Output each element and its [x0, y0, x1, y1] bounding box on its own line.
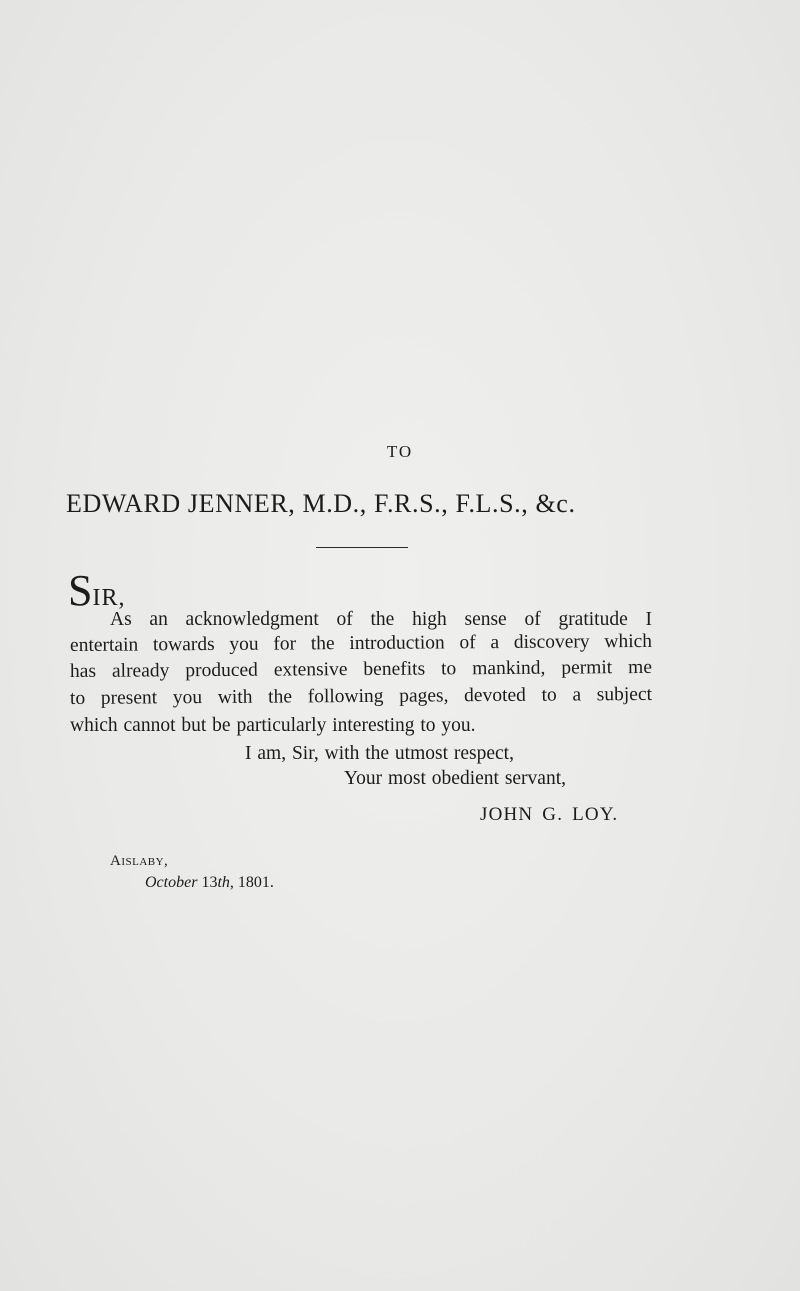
letter-line-4: to present you with the following pages, devoted to a subject [69, 683, 653, 709]
date-month: October [145, 874, 198, 891]
closing-respect: I am, Sir, with the utmost respect, [245, 743, 514, 764]
letter-line-2: entertain towards you for the introduction of a discovery which [69, 630, 653, 656]
salutation-rest: IR, [92, 585, 126, 611]
date-day: 13 [201, 874, 218, 891]
closing-servant: Your most obedient servant, [344, 768, 567, 789]
salutation-initial: S [68, 566, 93, 615]
letter-date [145, 874, 274, 892]
letter-line-3: has already produced extensive benefits to mankind, permit me [69, 656, 653, 682]
place-name: Aislaby, [110, 853, 169, 869]
signature: JOHN G. LOY. [480, 804, 619, 825]
date-year: , 1801. [229, 874, 274, 891]
dedicatee-name: EDWARD JENNER, M.D., F.R.S., F.L.S., &c. [66, 489, 576, 518]
dedication-heading: TO [386, 442, 414, 461]
salutation [68, 566, 126, 615]
letter-line-5: which cannot but be particularly interesting to you. [70, 715, 476, 736]
letter-line-1: As an acknowledgment of the high sense of gratitude I [110, 609, 652, 630]
date-day-suffix: th [217, 874, 230, 891]
divider-rule [316, 547, 408, 548]
